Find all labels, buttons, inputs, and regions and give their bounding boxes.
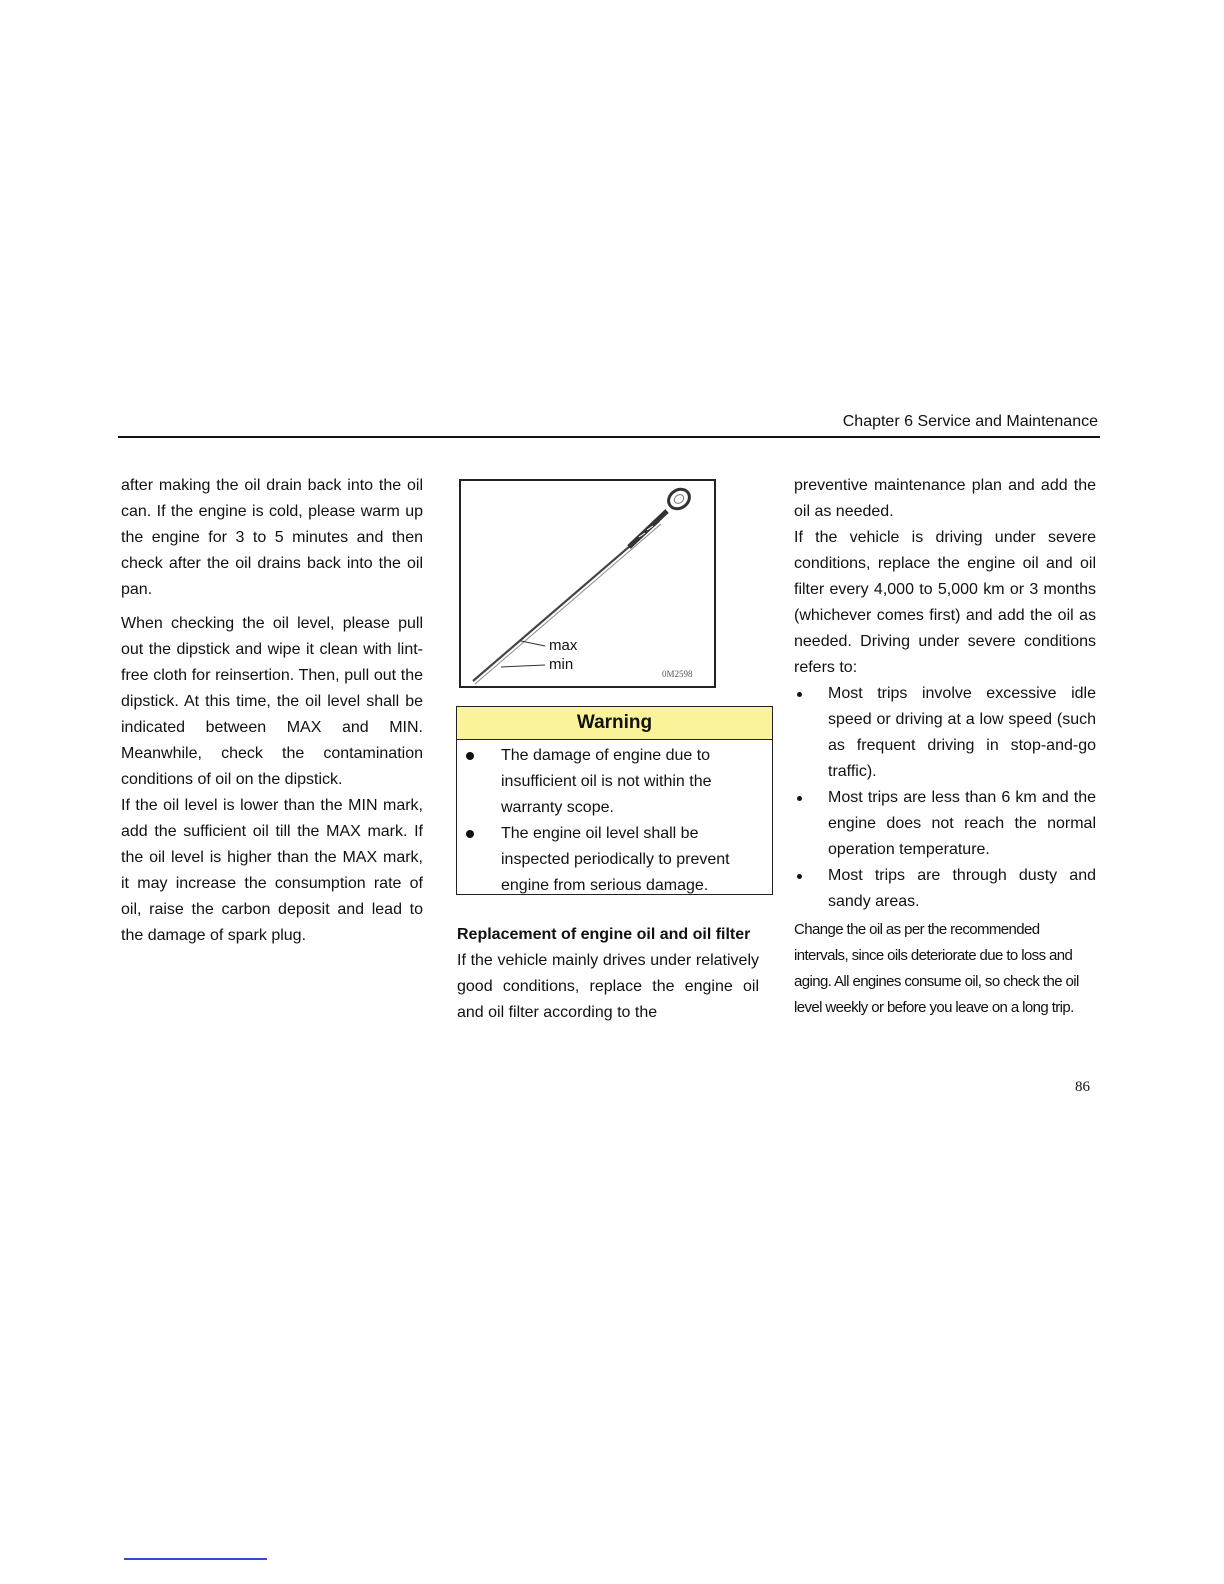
paragraph-change-oil: Change the oil as per the recommended intervals, since oils deteriorate due to loss and aging. All engines consume oil, so check the oil level weekly or before you leave on a long trip. xyxy=(794,921,1079,1016)
warning-item: The engine oil level shall be inspected periodically to prevent engine from serious damage. xyxy=(457,821,772,899)
footer-link-rule xyxy=(124,1558,267,1560)
dipstick-illustration xyxy=(461,481,718,690)
warning-list xyxy=(457,740,772,899)
paragraph-maintenance-plan: preventive maintenance plan and add the oil as needed. xyxy=(794,477,1096,520)
paragraph-oil-drain: after making the oil drain back into the oil can. If the engine is cold, please warm up the engine for 3 to 5 minutes and then check after the oil drains back into the oil pan. xyxy=(121,477,423,598)
page-number: 86 xyxy=(1075,1079,1090,1095)
warning-box xyxy=(456,706,773,895)
list-item: Most trips are through dusty and sandy areas. xyxy=(794,863,1096,915)
paragraph-checking-level: When checking the oil level, please pull out the dipstick and wipe it clean with lint-free cloth for reinsertion. Then, pull out the dipstick. At this time, the oil level shall be indicated between MAX and MIN. Meanwhile, check the contamination conditions of oil on the dipstick. xyxy=(121,615,423,788)
severe-conditions-list xyxy=(794,681,1096,915)
warning-item: The damage of engine due to insufficient oil is not within the warranty scope. xyxy=(457,743,772,821)
figure-code: 0M2598 xyxy=(662,669,693,679)
header-rule xyxy=(118,436,1100,438)
list-item: Most trips are less than 6 km and the engine does not reach the normal operation temperature. xyxy=(794,785,1096,863)
subheading-oil-replacement: Replacement of engine oil and oil filter xyxy=(457,926,751,943)
bullet-icon xyxy=(797,692,802,697)
chapter-header: Chapter 6 Service and Maintenance xyxy=(842,413,1098,430)
paragraph-oil-level-min-max: If the oil level is lower than the MIN mark, add the sufficient oil till the MAX mark. If the oil level is higher than the MAX mark, it may increase the consumption rate of oil, raise the carbon deposit and lead to the damage of spark plug. xyxy=(121,797,423,944)
column-middle xyxy=(457,922,759,1026)
dipstick-figure xyxy=(459,479,716,688)
max-label: max xyxy=(549,637,578,654)
bullet-icon xyxy=(466,752,474,760)
bullet-icon xyxy=(466,830,474,838)
column-right xyxy=(794,473,1096,1021)
list-item: Most trips involve excessive idle speed or driving at a low speed (such as frequent driving in stop-and-go traffic). xyxy=(794,681,1096,785)
paragraph-good-conditions: If the vehicle mainly drives under relatively good conditions, replace the engine oil and oil filter according to the xyxy=(457,952,759,1021)
warning-title: Warning xyxy=(457,707,772,740)
paragraph-severe-conditions: If the vehicle is driving under severe conditions, replace the engine oil and oil filter every 4,000 to 5,000 km or 3 months (whichever comes first) and add the oil as needed. Driving under severe conditions refers to: xyxy=(794,529,1096,676)
bullet-icon xyxy=(797,796,802,801)
bullet-icon xyxy=(797,874,802,879)
min-label: min xyxy=(549,656,574,673)
column-left xyxy=(121,473,423,949)
